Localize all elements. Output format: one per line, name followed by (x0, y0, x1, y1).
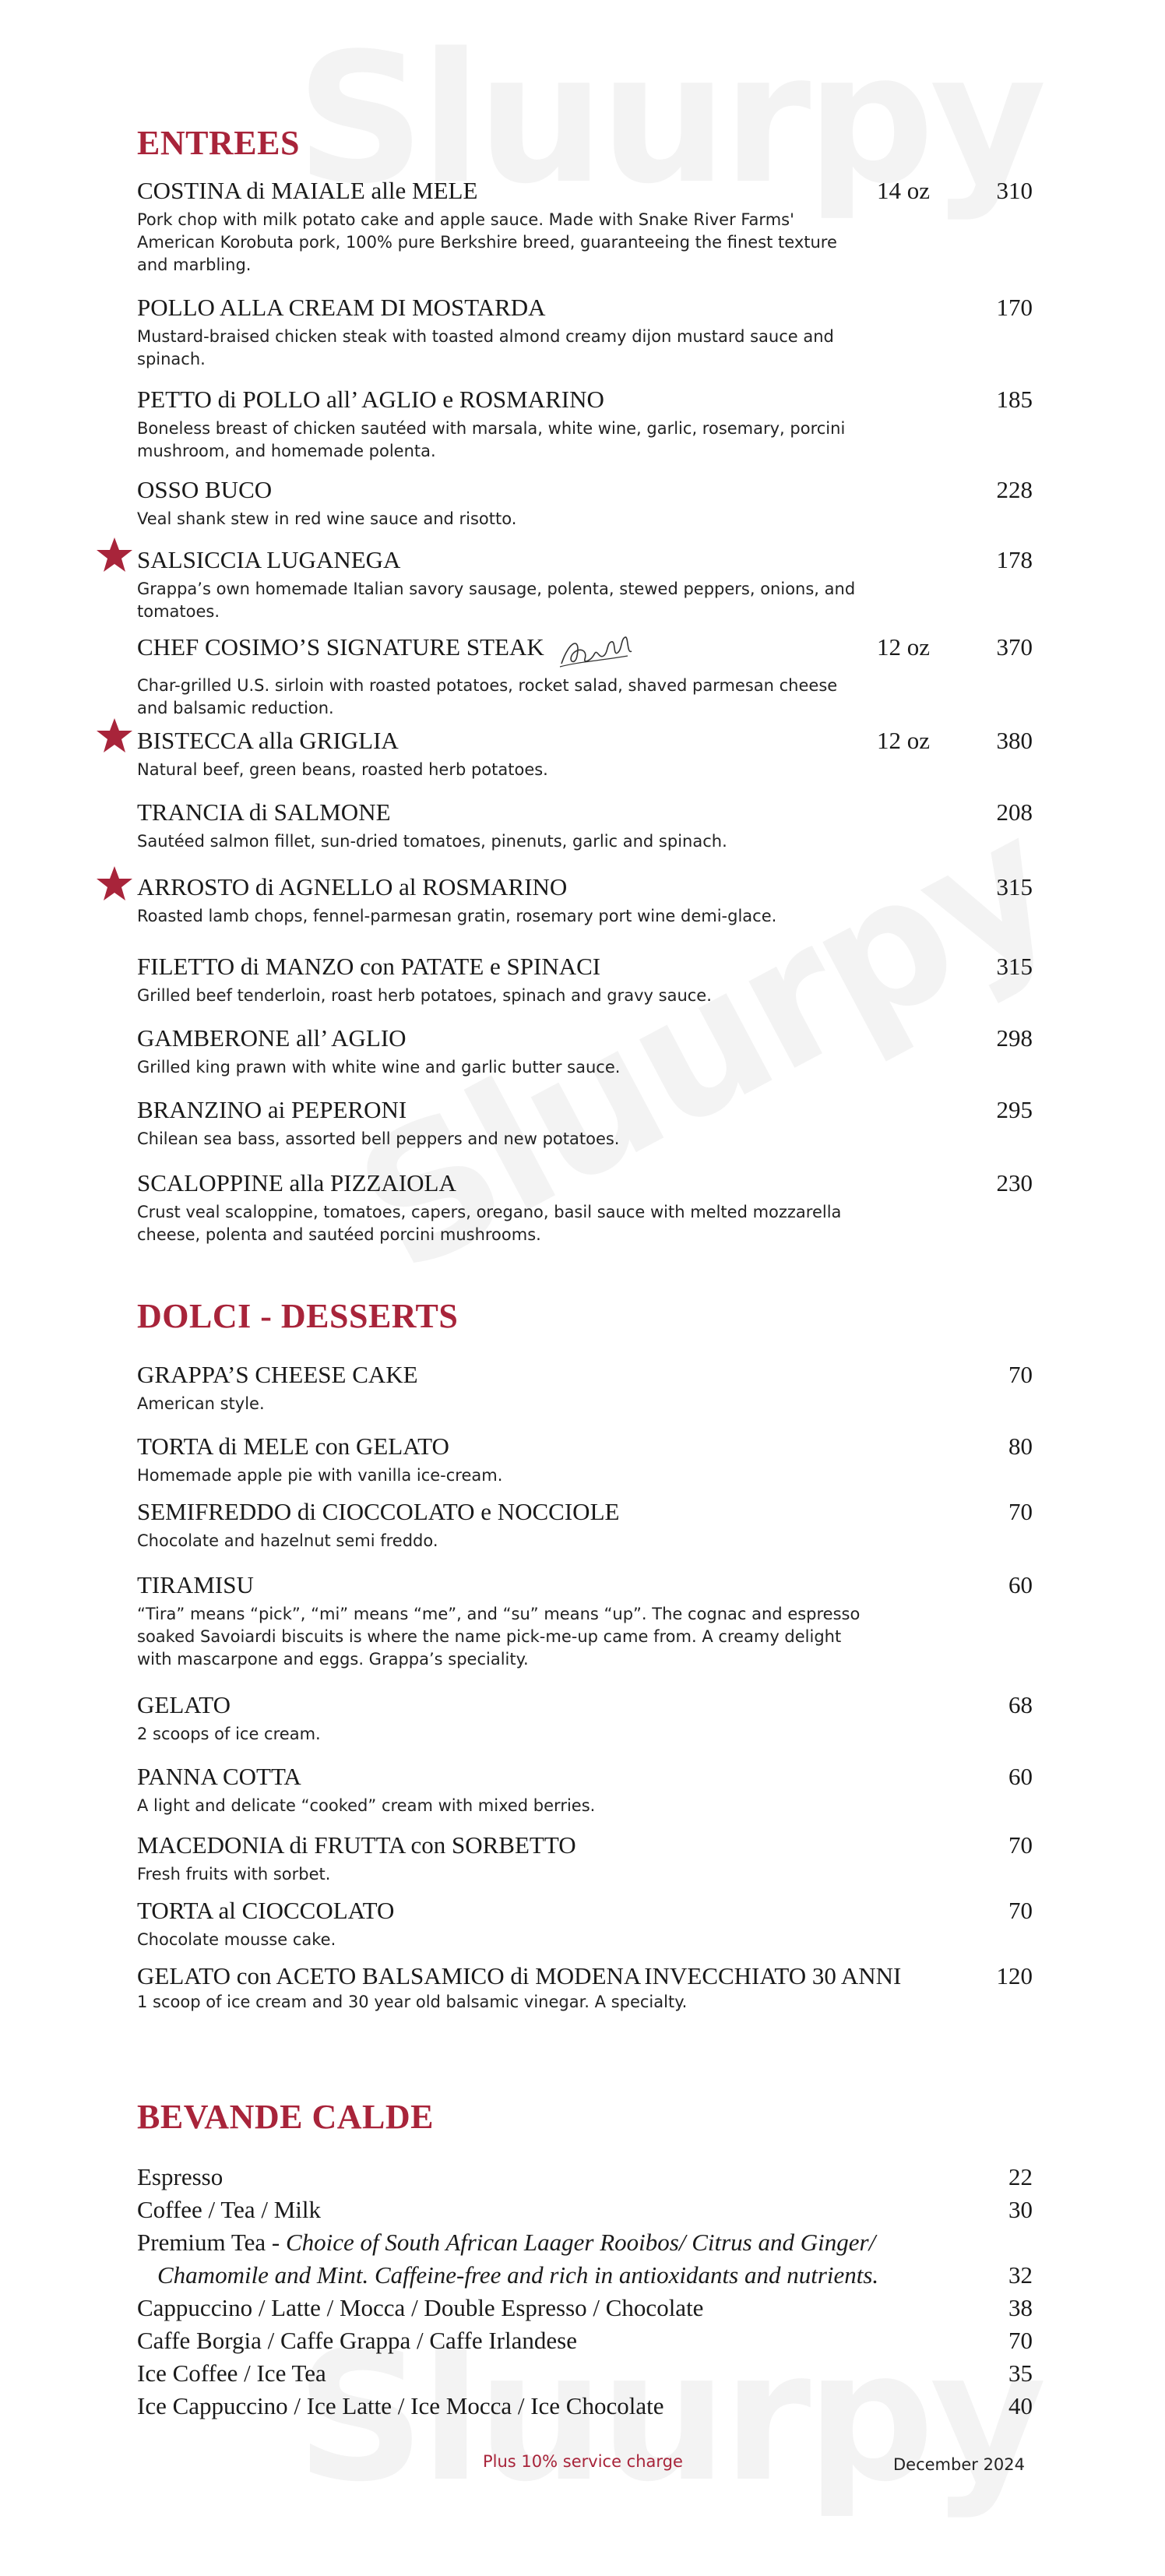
item-price: 185 (996, 386, 1033, 413)
item-name: POLLO ALLA CREAM DI MOSTARDA (137, 294, 546, 321)
item-price: 228 (996, 476, 1033, 503)
item-description: Homemade apple pie with vanilla ice-cream. (137, 1466, 503, 1485)
item-description: Char-grilled U.S. sirloin with roasted potatoes, rocket salad, shaved parmesan cheese and balsamic reduction. (137, 676, 838, 718)
menu-item (137, 1497, 1033, 1552)
item-name: SALSICCIA LUGANEGA (137, 546, 401, 573)
item-description: 2 scoops of ice cream. (137, 1725, 321, 1743)
star-icon (95, 717, 134, 756)
menu-item (137, 293, 1033, 371)
item-description: American style. (137, 1394, 265, 1413)
beverage-price: 35 (1008, 2359, 1033, 2387)
item-description: Crust veal scaloppine, tomatoes, capers, oregano, basil sauce with melted mozzarella cheese, polenta and sautéed porcini mushrooms. (137, 1203, 842, 1244)
beverage-price: 70 (1008, 2327, 1033, 2354)
item-name: SCALOPPINE alla PIZZAIOLA (137, 1169, 456, 1196)
menu-item (137, 633, 1033, 720)
beverage-item (137, 2226, 1033, 2292)
item-price: 370 (996, 633, 1033, 661)
service-charge-note: Plus 10% service charge (483, 2452, 683, 2471)
item-name: TRANCIA di SALMONE (137, 798, 391, 826)
item-name: GELATO (137, 1691, 231, 1718)
item-price: 178 (996, 546, 1033, 573)
item-description: Natural beef, green beans, roasted herb potatoes. (137, 760, 548, 779)
item-price: 230 (996, 1169, 1033, 1196)
beverage-item (137, 2161, 1033, 2194)
beverage-item (137, 2324, 1033, 2357)
beverage-price: 38 (1008, 2294, 1033, 2321)
beverage-note: Choice of South African Laager Rooibos/ Citrus and Ginger/ (285, 2229, 876, 2256)
menu-item (137, 872, 1033, 928)
item-name: GRAPPA’S CHEESE CAKE (137, 1361, 418, 1388)
item-price: 315 (996, 953, 1033, 980)
menu-item (137, 1961, 1033, 2014)
item-name: BISTECCA alla GRIGLIA (137, 727, 399, 754)
menu-item (137, 1762, 1033, 1817)
item-description: Mustard-braised chicken steak with toasted almond creamy dijon mustard sauce and spinach. (137, 327, 834, 368)
beverage-item (137, 2292, 1033, 2324)
menu-item (137, 1168, 1033, 1246)
menu-item (137, 1896, 1033, 1951)
menu-item (137, 726, 1033, 781)
menu-item (137, 176, 1033, 277)
beverage-price: 30 (1008, 2196, 1033, 2223)
item-description: Chocolate mousse cake. (137, 1930, 336, 1949)
item-portion: 12 oz (877, 633, 931, 661)
item-description: Chocolate and hazelnut semi freddo. (137, 1531, 438, 1550)
item-description: Grilled beef tenderloin, roast herb potatoes, spinach and gravy sauce. (137, 986, 712, 1005)
item-name: PETTO di POLLO all’ AGLIO e ROSMARINO (137, 386, 604, 413)
beverage-item (137, 2357, 1033, 2390)
item-description: Chilean sea bass, assorted bell peppers and new potatoes. (137, 1129, 620, 1148)
beverage-price: 40 (1008, 2392, 1033, 2419)
item-name: MACEDONIA di FRUTTA con SORBETTO (137, 1831, 576, 1859)
item-name: GELATO con ACETO BALSAMICO di MODENA (137, 1962, 642, 1989)
menu-item (137, 1095, 1033, 1151)
item-portion: 14 oz (877, 177, 931, 204)
item-description: “Tira” means “pick”, “mi” means “me”, and “su” means “up”. The cognac and espresso soaked Savoiardi biscuits is where the name pick-me-up came from. A creamy delight with mascarpone and eggs. Grappa’s speciality. (137, 1605, 861, 1669)
item-description: Roasted lamb chops, fennel-parmesan gratin, rosemary port wine demi-glace. (137, 907, 777, 925)
item-price: 120 (996, 1962, 1033, 1989)
menu-item (137, 798, 1033, 853)
beverage-item (137, 2390, 1033, 2423)
beverage-name: Caffe Borgia / Caffe Grappa / Caffe Irlandese (137, 2327, 577, 2354)
menu-item (137, 1360, 1033, 1415)
item-description: Sautéed salmon fillet, sun-dried tomatoes, pinenuts, garlic and spinach. (137, 832, 727, 851)
item-description: Fresh fruits with sorbet. (137, 1865, 331, 1884)
item-price: 310 (996, 177, 1033, 204)
menu-item (137, 1570, 1033, 1671)
item-name: PANNA COTTA (137, 1763, 301, 1790)
menu-item (137, 385, 1033, 463)
menu-date: December 2024 (893, 2455, 1026, 2474)
item-description: A light and delicate “cooked” cream with mixed berries. (137, 1796, 596, 1815)
item-name: TIRAMISU (137, 1571, 254, 1598)
menu-item (137, 952, 1033, 1007)
menu-item (137, 1690, 1033, 1746)
item-price: 80 (1008, 1432, 1033, 1460)
item-price: 380 (996, 727, 1033, 754)
item-price: 70 (1008, 1498, 1033, 1525)
beverage-price: 32 (1008, 2261, 1033, 2289)
beverage-name: Ice Coffee / Ice Tea (137, 2359, 326, 2387)
beverage-name: Cappuccino / Latte / Mocca / Double Espresso / Chocolate (137, 2294, 704, 2321)
item-price: 70 (1008, 1831, 1033, 1859)
menu-item (137, 1432, 1033, 1487)
item-description: Veal shank stew in red wine sauce and risotto. (137, 509, 517, 528)
item-price: 68 (1008, 1691, 1033, 1718)
item-description: Pork chop with milk potato cake and apple sauce. Made with Snake River Farms' American Korobuta pork, 100% pure Berkshire breed, guaranteeing the finest texture and marbling. (137, 210, 837, 274)
beverage-name: Premium Tea - (137, 2229, 286, 2256)
item-description: Grilled king prawn with white wine and garlic butter sauce. (137, 1058, 621, 1077)
item-name: GAMBERONE all’ AGLIO (137, 1024, 407, 1052)
beverage-item (137, 2194, 1033, 2226)
beverage-name: Coffee / Tea / Milk (137, 2196, 322, 2223)
menu-item (137, 545, 1033, 623)
menu-item (137, 1024, 1033, 1079)
star-icon (95, 865, 134, 904)
chef-signature (554, 633, 639, 671)
item-price: 295 (996, 1096, 1033, 1123)
item-name: ARROSTO di AGNELLO al ROSMARINO (137, 873, 568, 900)
item-name: OSSO BUCO (137, 476, 273, 503)
item-portion: 12 oz (877, 727, 931, 754)
beverage-name: Ice Cappuccino / Ice Latte / Ice Mocca / Ice Chocolate (137, 2392, 664, 2419)
item-description: 1 scoop of ice cream and 30 year old balsamic vinegar. A specialty. (137, 1993, 688, 2011)
item-name: BRANZINO ai PEPERONI (137, 1096, 407, 1123)
item-price: 170 (996, 294, 1033, 321)
item-price: 60 (1008, 1763, 1033, 1790)
beverage-name: Espresso (137, 2163, 223, 2190)
section-title-entrees: ENTREES (137, 124, 300, 162)
item-price: 70 (1008, 1897, 1033, 1924)
menu-item (137, 475, 1033, 530)
item-name: CHEF COSIMO’S SIGNATURE STEAK (137, 633, 544, 661)
star-icon (95, 536, 134, 575)
item-name: TORTA di MELE con GELATO (137, 1432, 449, 1460)
section-title-desserts: DOLCI - DESSERTS (137, 1297, 459, 1335)
item-price: 315 (996, 873, 1033, 900)
item-name: SEMIFREDDO di CIOCCOLATO e NOCCIOLE (137, 1498, 620, 1525)
item-price: 298 (996, 1024, 1033, 1052)
item-name: COSTINA di MAIALE alle MELE (137, 177, 478, 204)
beverage-note-line-2: Chamomile and Mint. Caffeine-free and rich in antioxidants and nutrients. (157, 2261, 879, 2289)
section-title-beverages: BEVANDE CALDE (137, 2098, 434, 2136)
item-description: Grappa’s own homemade Italian savory sausage, polenta, stewed peppers, onions, and tomatoes. (137, 580, 856, 621)
beverage-price: 22 (1008, 2163, 1033, 2190)
item-price: 208 (996, 798, 1033, 826)
menu-item (137, 1831, 1033, 1886)
item-name: FILETTO di MANZO con PATATE e SPINACI (137, 953, 601, 980)
item-price: 70 (1008, 1361, 1033, 1388)
item-description: Boneless breast of chicken sautéed with marsala, white wine, garlic, rosemary, porcini mushroom, and homemade polenta. (137, 419, 846, 460)
item-price: 60 (1008, 1571, 1033, 1598)
item-name: TORTA al CIOCCOLATO (137, 1897, 395, 1924)
item-name-line-2: INVECCHIATO 30 ANNI (644, 1962, 902, 1989)
